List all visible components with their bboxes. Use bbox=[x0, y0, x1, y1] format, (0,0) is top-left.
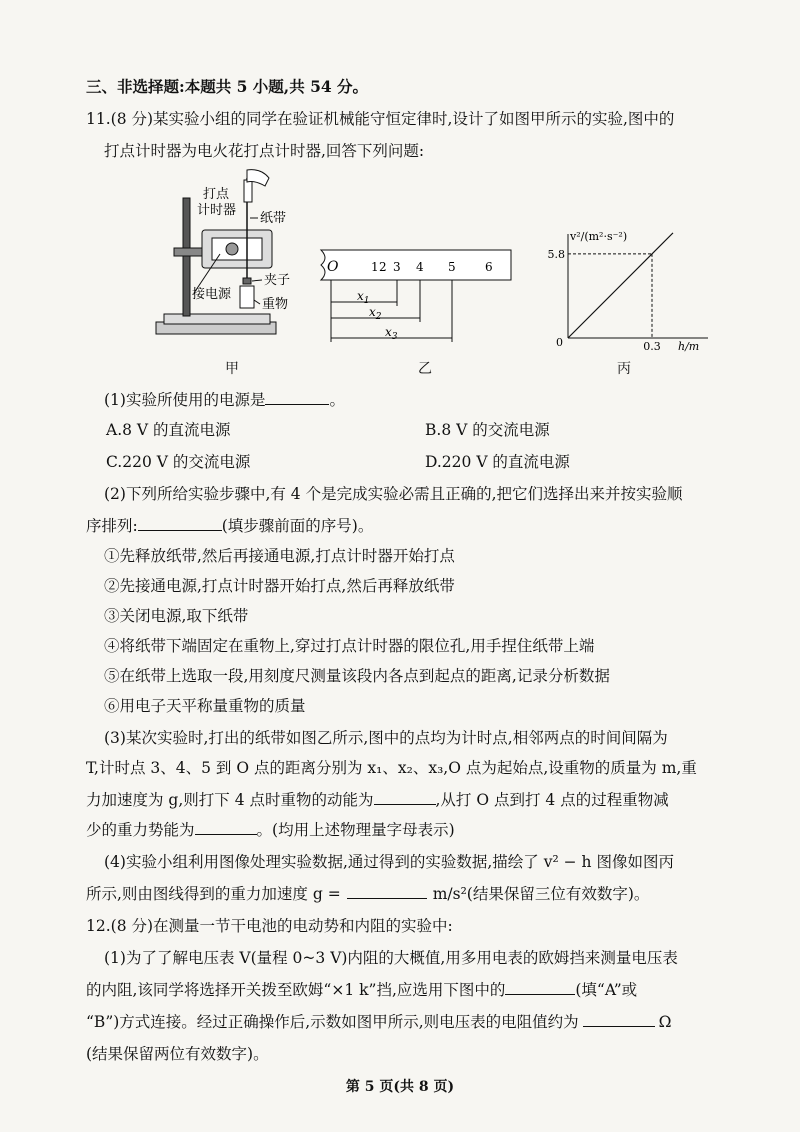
q11-p1-option-b: B.8 V 的交流电源 bbox=[425, 421, 550, 439]
q11-p2-step-5: ⑤在纸带上选取一段,用刻度尺测量该段内各点到起点的距离,记录分析数据 bbox=[104, 667, 610, 685]
graph-y-label: v²/(m²·s⁻²) bbox=[570, 230, 628, 243]
q11-p2-step-1: ①先释放纸带,然后再接通电源,打点计时器开始打点 bbox=[104, 547, 455, 565]
q12-line-4: (结果保留两位有效数字)。 bbox=[86, 1045, 269, 1063]
graph-data-line bbox=[568, 233, 673, 338]
figure-apparatus bbox=[150, 168, 310, 368]
figure-tape bbox=[315, 244, 525, 344]
q11-p4-blank bbox=[347, 884, 427, 899]
q11-intro-line-2: 打点计时器为电火花打点计时器,回答下列问题: bbox=[104, 142, 425, 160]
tape-point-1: 1 bbox=[371, 260, 379, 274]
label-timer-2: 计时器 bbox=[197, 203, 237, 218]
q11-p4-line-2: 所示,则由图线得到的重力加速度 g = m/s²(结果保留三位有效数字)。 bbox=[86, 885, 650, 903]
q12-blank-connection bbox=[505, 980, 575, 995]
q11-p2-stem-1: (2)下列所给实验步骤中,有 4 个是完成实验必需且正确的,把它们选择出来并按实验顺 bbox=[104, 485, 683, 503]
q12-line-1: (1)为了了解电压表 V(量程 0~3 V)内阻的大概值,用多用电表的欧姆挡来测量电压表 bbox=[104, 949, 678, 967]
q11-p1-option-d: D.220 V 的直流电源 bbox=[425, 453, 570, 471]
caption-bing: 丙 bbox=[617, 361, 631, 377]
q11-p1-stem: (1)实验所使用的电源是 。 bbox=[104, 391, 345, 409]
tape-x3-label: $x_3$ bbox=[385, 325, 398, 342]
q11-p1-blank bbox=[265, 390, 329, 405]
tape-x1-label: $x_1$ bbox=[357, 289, 370, 306]
q11-p2-step-6: ⑥用电子天平称量重物的质量 bbox=[104, 697, 306, 715]
tape-point-3: 3 bbox=[393, 260, 401, 274]
q11-p3-blank-kinetic bbox=[374, 790, 436, 805]
q11-p1-option-c: C.220 V 的交流电源 bbox=[106, 453, 251, 471]
label-power: 接电源 bbox=[192, 287, 232, 302]
graph-origin-label: 0 bbox=[556, 336, 563, 349]
tape-point-4: 4 bbox=[416, 260, 424, 274]
q12-intro: 12.(8 分)在测量一节干电池的电动势和内阻的实验中: bbox=[86, 917, 453, 935]
q11-p2-step-3: ③关闭电源,取下纸带 bbox=[104, 607, 249, 625]
q11-p3-blank-potential bbox=[195, 820, 257, 835]
figure-graph bbox=[548, 226, 718, 354]
q11-p3-line-4: 少的重力势能为 。(均用上述物理量字母表示) bbox=[86, 821, 455, 839]
tape-point-6: 6 bbox=[485, 260, 493, 274]
q12-line-2: 的内阻,该同学将选择开关拨至欧姆“×1 k”挡,应选用下图中的 (填“A”或 bbox=[86, 981, 638, 999]
q11-p2-step-2: ②先接通电源,打点计时器开始打点,然后再释放纸带 bbox=[104, 577, 455, 595]
q11-p2-stem-2: 序排列: (填步骤前面的序号)。 bbox=[86, 517, 374, 535]
caption-yi: 乙 bbox=[418, 361, 432, 377]
tape-point-2: 2 bbox=[379, 260, 387, 274]
q11-p3-line-3: 力加速度为 g,则打下 4 点时重物的动能为 ,从打 O 点到打 4 点的过程重物减 bbox=[86, 791, 669, 809]
q11-intro-line-1: 11.(8 分)某实验小组的同学在验证机械能守恒定律时,设计了如图甲所示的实验,图中的 bbox=[86, 110, 675, 128]
label-tape: 纸带 bbox=[260, 211, 287, 226]
q11-p2-blank bbox=[138, 516, 222, 531]
q11-p4-line-1: (4)实验小组利用图像处理实验数据,通过得到的实验数据,描绘了 v² − h 图像如图丙 bbox=[104, 853, 674, 871]
tape-point-5: 5 bbox=[448, 260, 456, 274]
label-weight: 重物 bbox=[262, 297, 289, 312]
graph-x-tick-label: 0.3 bbox=[643, 340, 661, 353]
tape-x2-label: $x_2$ bbox=[369, 305, 382, 322]
label-clip: 夹子 bbox=[264, 273, 291, 288]
q12-line-3: “B”)方式连接。经过正确操作后,示数如图甲所示,则电压表的电阻值约为 Ω bbox=[86, 1013, 672, 1031]
q11-p3-line-2: T,计时点 3、4、5 到 O 点的距离分别为 x₁、x₂、x₃,O 点为起始点,设重物的质量为 m,重 bbox=[86, 759, 697, 777]
q11-p1-option-a: A.8 V 的直流电源 bbox=[106, 421, 231, 439]
page-footer: 第 5 页(共 8 页) bbox=[345, 1079, 455, 1095]
q11-p3-line-1: (3)某次实验时,打出的纸带如图乙所示,图中的点均为计时点,相邻两点的时间间隔为 bbox=[104, 729, 668, 747]
caption-jia: 甲 bbox=[225, 361, 239, 377]
graph-x-label: h/m bbox=[678, 340, 700, 353]
q11-p2-step-4: ④将纸带下端固定在重物上,穿过打点计时器的限位孔,用手捏住纸带上端 bbox=[104, 637, 595, 655]
graph-y-tick-label: 5.8 bbox=[548, 247, 565, 261]
q12-blank-resistance bbox=[583, 1012, 655, 1027]
section-heading: 三、非选择题:本题共 5 小题,共 54 分。 bbox=[86, 77, 369, 96]
label-timer-1: 打点 bbox=[203, 187, 230, 202]
tape-origin-label: O bbox=[327, 259, 339, 275]
